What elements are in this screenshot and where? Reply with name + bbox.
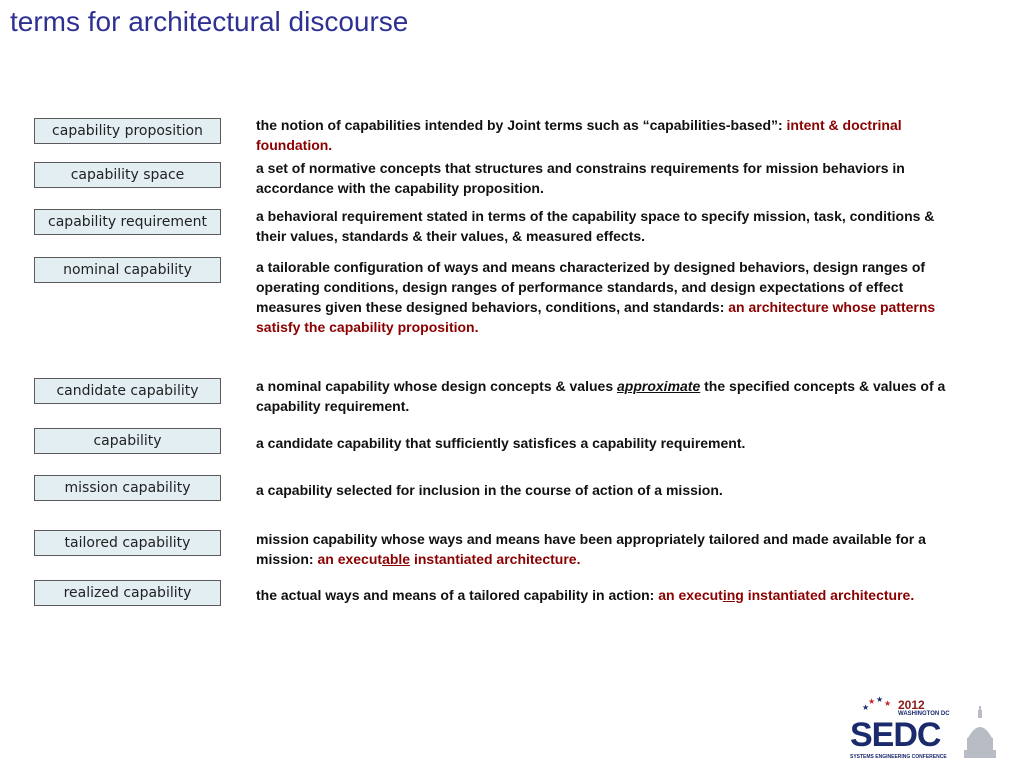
svg-text:★: ★: [876, 695, 884, 704]
definition-realized-capability: [256, 585, 946, 605]
logo-wordmark: SEDC: [850, 716, 941, 754]
page-title: terms for architectural discourse: [10, 6, 409, 37]
definition-tailored-capability: [256, 529, 946, 569]
logo-year: 2012: [898, 698, 925, 712]
definition-segment: a capability selected for inclusion in the course of action of a mission.: [256, 482, 723, 498]
definition-segment: instantiated architecture.: [743, 587, 915, 603]
definition-capability-proposition: [256, 115, 946, 155]
definition-segment: an execut: [317, 551, 383, 567]
definition-segment: the specified concepts & values of a capability requirement.: [256, 378, 946, 414]
term-mission-capability: mission capability: [34, 475, 221, 501]
definition-segment: approximate: [617, 378, 701, 394]
definition-segment: an execut: [658, 587, 723, 603]
definition-segment: instantiated architecture.: [410, 551, 581, 567]
definition-segment: the notion of capabilities intended by Joint terms such as “capabilities-based”:: [256, 117, 787, 133]
definition-segment: mission capability whose ways and means have been appropriately tailored and made available for a mission:: [256, 531, 926, 567]
definition-segment: a set of normative concepts that structures and constrains requirements for mission behaviors in accordance with the capability proposition.: [256, 160, 905, 196]
svg-text:★: ★: [868, 697, 876, 706]
conference-logo: [848, 694, 998, 762]
svg-text:★: ★: [862, 703, 870, 712]
definition-mission-capability: [256, 480, 946, 500]
term-realized-capability: realized capability: [34, 580, 221, 606]
svg-text:★: ★: [884, 699, 892, 708]
definition-segment: able: [382, 551, 411, 567]
term-tailored-capability: tailored capability: [34, 530, 221, 556]
definition-segment: a candidate capability that sufficiently satisfices a capability requirement.: [256, 435, 746, 451]
definition-capability: [256, 433, 946, 453]
term-nominal-capability: nominal capability: [34, 257, 221, 283]
logo-subtitle: SYSTEMS ENGINEERING CONFERENCE: [850, 754, 947, 760]
definition-capability-requirement: [256, 206, 946, 246]
term-capability-requirement: capability requirement: [34, 209, 221, 235]
definition-segment: a tailorable configuration of ways and means characterized by designed behaviors, design ranges of operating conditions, design ranges of performance standards, and design expectations of effect measures given these designed behaviors, conditions, and standards:: [256, 259, 926, 315]
definition-nominal-capability: [256, 257, 946, 337]
definition-segment: a nominal capability whose design concepts & values: [256, 378, 617, 394]
definition-segment: a behavioral requirement stated in terms of the capability space to specify mission, task, conditions & their values, standards & their values, & measured effects.: [256, 208, 935, 244]
definition-capability-space: [256, 158, 946, 198]
definition-segment: intent & doctrinal foundation.: [256, 117, 902, 153]
term-capability-proposition: capability proposition: [34, 118, 221, 144]
definition-segment: ing: [722, 587, 744, 603]
term-capability-space: capability space: [34, 162, 221, 188]
term-candidate-capability: candidate capability: [34, 378, 221, 404]
definition-segment: the actual ways and means of a tailored capability in action:: [256, 587, 659, 603]
term-capability: capability: [34, 428, 221, 454]
definition-candidate-capability: [256, 376, 946, 416]
logo-city: WASHINGTON DC: [898, 711, 950, 717]
definition-segment: an architecture whose patterns satisfy the capability proposition.: [256, 299, 936, 335]
